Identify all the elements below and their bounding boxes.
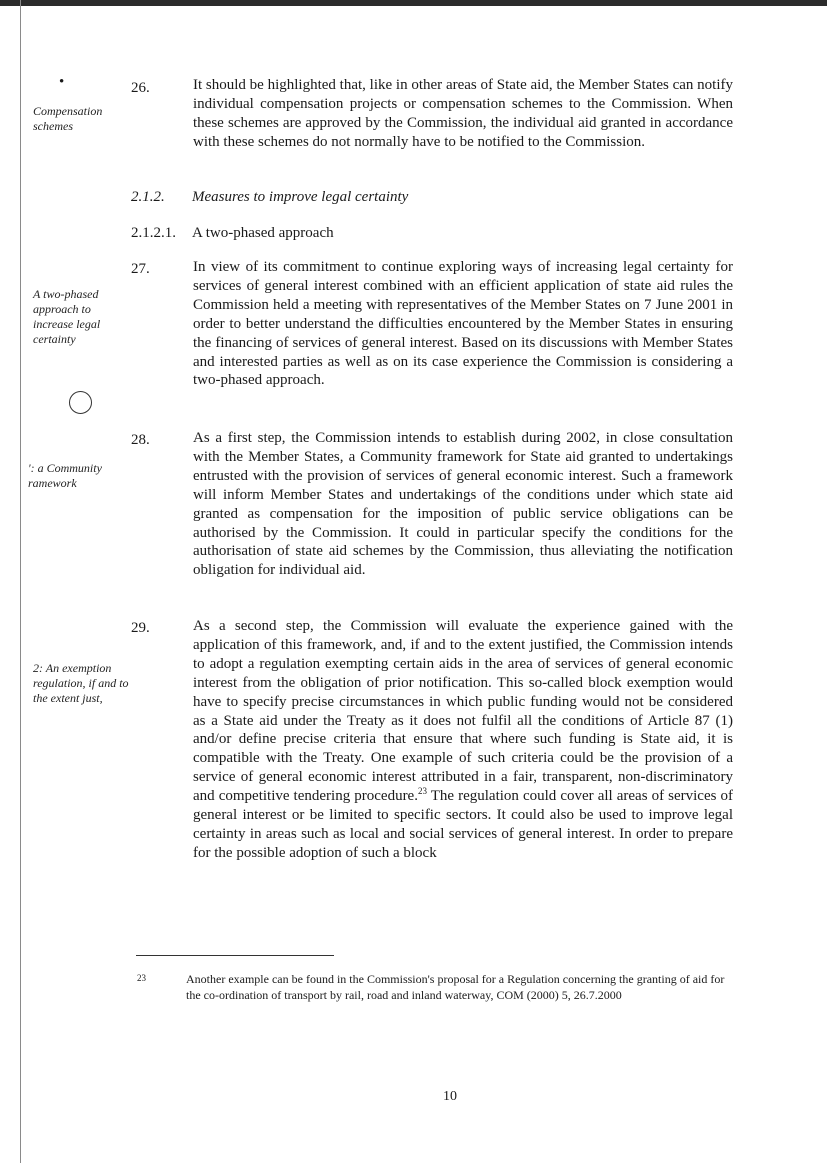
margin-note-community-framework: ': a Community ramework	[28, 461, 102, 490]
section-title-2-1-2-1: A two-phased approach	[192, 225, 334, 241]
paragraph-29	[193, 617, 733, 863]
margin-note-two-phased-approach: A two-phased approach to increase legal certainty	[33, 287, 101, 346]
margin-note-exemption-regulation: 2: An exemption regulation, if and to the extent just,	[33, 661, 129, 705]
paragraph-26: It should be highlighted that, like in other areas of State aid, the Member States can notify individual compensation projects or compensation schemes to the Commission. When these schemes are approved by the Commission, the individual aid granted in accordance with these schemes do not normally have to be notified to the Commission.	[193, 77, 733, 150]
left-border	[20, 0, 21, 1163]
margin-note-compensation-schemes: Compensation schemes	[33, 104, 103, 133]
paragraph-28: As a first step, the Commission intends to establish during 2002, in close consultation with the Member States, a Community framework for State aid granted to undertakings entrusted with the provision of services of general economic interest. Such a framework will inform Member States and undertakings of the conditions under which state aid granted as compensation for the imposition of public service obligations can be authorised by the Commission. It could in particular specify the conditions for the authorisation of state aid schemes by the Commission, thus alleviating the notification obligation for individual aid.	[193, 430, 733, 579]
paragraph-number-26: 26.	[131, 80, 150, 96]
section-title-2-1-2: Measures to improve legal certainty	[192, 189, 409, 205]
paragraph-number-28: 28.	[131, 432, 150, 448]
margin-bullet: •	[59, 74, 65, 90]
paragraph-27: In view of its commitment to continue exploring ways of increasing legal certainty for services of general interest combined with an efficient application of state aid rules the Commission held a meeting with representatives of the Member States on 7 June 2001 in order to better understand the difficulties encountered by the Member States in ensuring the financing of services of general interest. Based on its discussions with Member States and interested parties as well as on its case experience the Commission is considering a two-phased approach.	[193, 259, 733, 389]
footnote-separator	[136, 955, 334, 956]
section-number-2-1-2-1: 2.1.2.1.	[131, 225, 176, 241]
section-number-2-1-2: 2.1.2.	[131, 189, 165, 205]
punch-hole-icon	[69, 391, 92, 414]
footnote-number: 23	[137, 973, 146, 983]
paragraph-29-text-a: As a second step, the Commission will evaluate the experience gained with the application of this framework, and, if and to the extent justified, the Commission intends to adopt a regulation exempting certain aids in the area of services of general economic interest from the obligation of prior notification. This so-called block exemption would have to specify precise circumstances in which public funding would not be considered as a State aid under the Treaty as it does not fulfil all the conditions of Article 87 (1) and/or define precise criteria that ensure that where such funding is State aid, it is compatible with the Treaty. One example of such criteria could be the provision of a service of general economic interest attributed in a fair, transparent, non-discriminatory and competitive tendering procedure.	[193, 618, 733, 805]
paragraph-number-29: 29.	[131, 620, 150, 636]
top-border	[0, 0, 827, 6]
page-number: 10	[443, 1089, 457, 1104]
footnote-text: Another example can be found in the Commission's proposal for a Regulation concerning the granting of aid for the co-ordination of transport by rail, road and inland waterway, COM (2000) 5, 26.7.2000	[186, 972, 725, 1002]
paragraph-number-27: 27.	[131, 261, 150, 277]
paragraph-29-text-b: The regulation could cover all areas of services of general interest or be limited to specific sectors. It could also be used to improve legal certainty in areas such as local and social services of general interest. In order to prepare for the possible adoption of such a block	[193, 788, 733, 861]
footnote-reference-23[interactable]: 23	[417, 786, 427, 797]
